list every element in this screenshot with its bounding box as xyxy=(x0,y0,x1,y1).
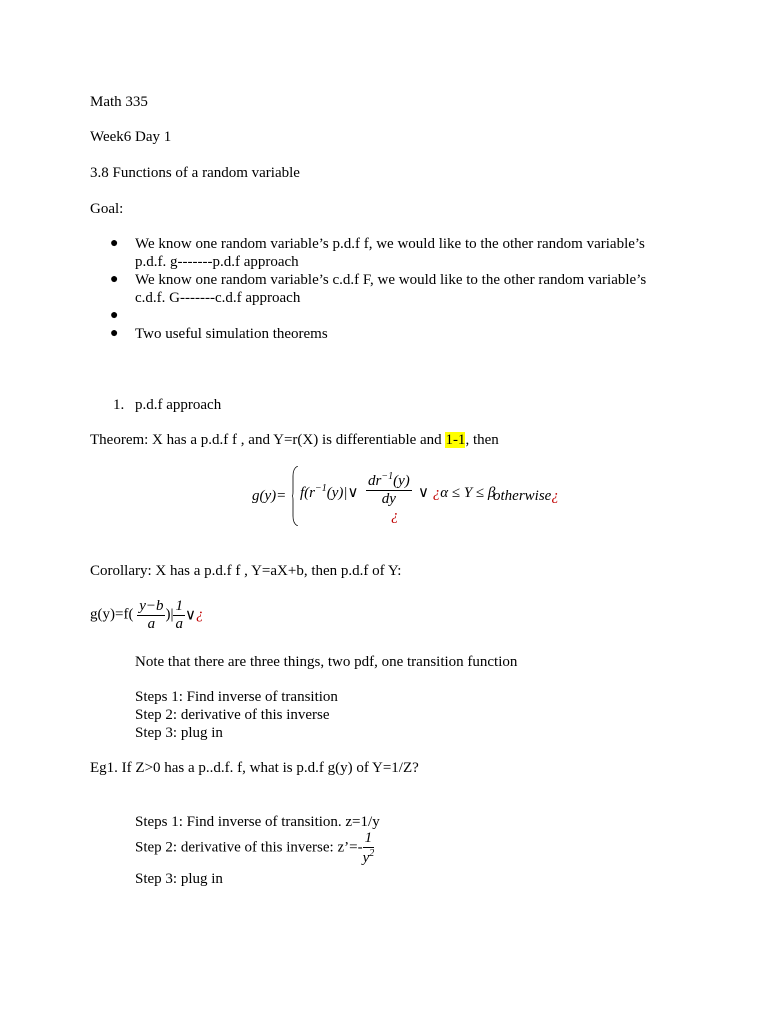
num-sup: −1 xyxy=(381,471,394,482)
cf-fraction-1 xyxy=(137,598,165,632)
cf-fraction-2 xyxy=(173,598,185,632)
formula-body xyxy=(300,483,359,502)
note-text: Note that there are three things, two pdf, one transition function xyxy=(135,654,518,670)
step2-text: Step 2: derivative of this inverse: z’=- xyxy=(135,839,363,856)
step-item: Step 3: plug in xyxy=(135,725,223,741)
theorem-post: , then xyxy=(465,432,499,448)
step-item: Steps 1: Find inverse of transition xyxy=(135,689,338,705)
section-number: 1. xyxy=(113,397,125,413)
cf-mid: )| xyxy=(165,606,174,623)
highlight-one-to-one: 1-1 xyxy=(445,432,466,448)
formula-lhs xyxy=(252,488,286,505)
step2-den-wrap xyxy=(363,848,375,867)
example-step-3: Step 3: plug in xyxy=(135,871,223,887)
example-step-1: Steps 1: Find inverse of transition. z=1/y xyxy=(135,814,380,830)
formula-red-mark: ¿ xyxy=(432,485,441,501)
bullet-icon: ● xyxy=(110,308,119,323)
num-tail: (y) xyxy=(393,473,410,489)
bullet-icon: ● xyxy=(110,272,119,287)
formula-red-mark: ¿ xyxy=(391,508,399,524)
bullet-icon: ● xyxy=(110,236,119,251)
cf-den2: a xyxy=(175,615,183,632)
step-item: Step 2: derivative of this inverse xyxy=(135,707,330,723)
bullet-icon: ● xyxy=(110,326,119,341)
step2-sup: 2 xyxy=(369,847,375,859)
cf-num1: y−b xyxy=(139,598,164,614)
formula-sup1: −1 xyxy=(315,483,327,494)
formula-cond: α ≤ Y ≤ β xyxy=(440,485,496,501)
cf-num2: 1 xyxy=(175,598,183,614)
list-item: We know one random variable’s p.d.f f, we would like to the other random variable’s xyxy=(135,236,645,252)
formula-condition xyxy=(418,483,495,502)
example-step-2 xyxy=(135,830,374,866)
corollary-text: Corollary: X has a p.d.f f , Y=aX+b, then p.d.f of Y: xyxy=(90,563,402,579)
fraction-denominator: dy xyxy=(381,490,396,507)
num-dr: dr xyxy=(368,473,382,489)
otherwise-text: otherwise xyxy=(493,488,552,504)
section-heading: p.d.f approach xyxy=(135,397,222,413)
week-label: Week6 Day 1 xyxy=(90,129,172,145)
formula-g-of-y: g(y)= xyxy=(252,488,287,504)
formula-otherwise xyxy=(493,488,559,505)
list-item-cont: c.d.f. G-------c.d.f approach xyxy=(135,290,301,306)
cf-red-mark: ¿ xyxy=(195,606,204,623)
step2-num: 1 xyxy=(363,830,375,848)
cf-den1: a xyxy=(147,615,156,632)
example-title: Eg1. If Z>0 has a p..d.f. f, what is p.d.f g(y) of Y=1/Z? xyxy=(90,760,419,776)
cf-post: ∨ xyxy=(184,607,196,624)
section-title: 3.8 Functions of a random variable xyxy=(90,165,300,181)
formula-y-part: (y)|∨ xyxy=(326,485,359,501)
formula-f-part: f(r xyxy=(300,485,315,501)
formula-red-mark: ¿ xyxy=(551,488,559,504)
list-item-cont: p.d.f. g-------p.d.f approach xyxy=(135,254,299,270)
goal-label: Goal: xyxy=(90,201,124,217)
theorem-pre: Theorem: X has a p.d.f f , and Y=r(X) is differentiable and xyxy=(90,432,446,448)
fraction-numerator xyxy=(366,471,412,491)
list-item: We know one random variable’s c.d.f F, we would like to the other random variable’s xyxy=(135,272,647,288)
theorem-text xyxy=(90,432,499,449)
list-item: Two useful simulation theorems xyxy=(135,326,328,342)
step2-den: y xyxy=(362,849,370,866)
formula-derivative-fraction xyxy=(366,471,412,507)
brace-icon xyxy=(292,466,298,526)
corollary-formula xyxy=(90,598,203,632)
course-title: Math 335 xyxy=(90,94,148,110)
step2-fraction xyxy=(363,830,375,866)
formula-after: ∨ xyxy=(418,485,429,501)
cf-pre: g(y)=f( xyxy=(90,606,134,623)
